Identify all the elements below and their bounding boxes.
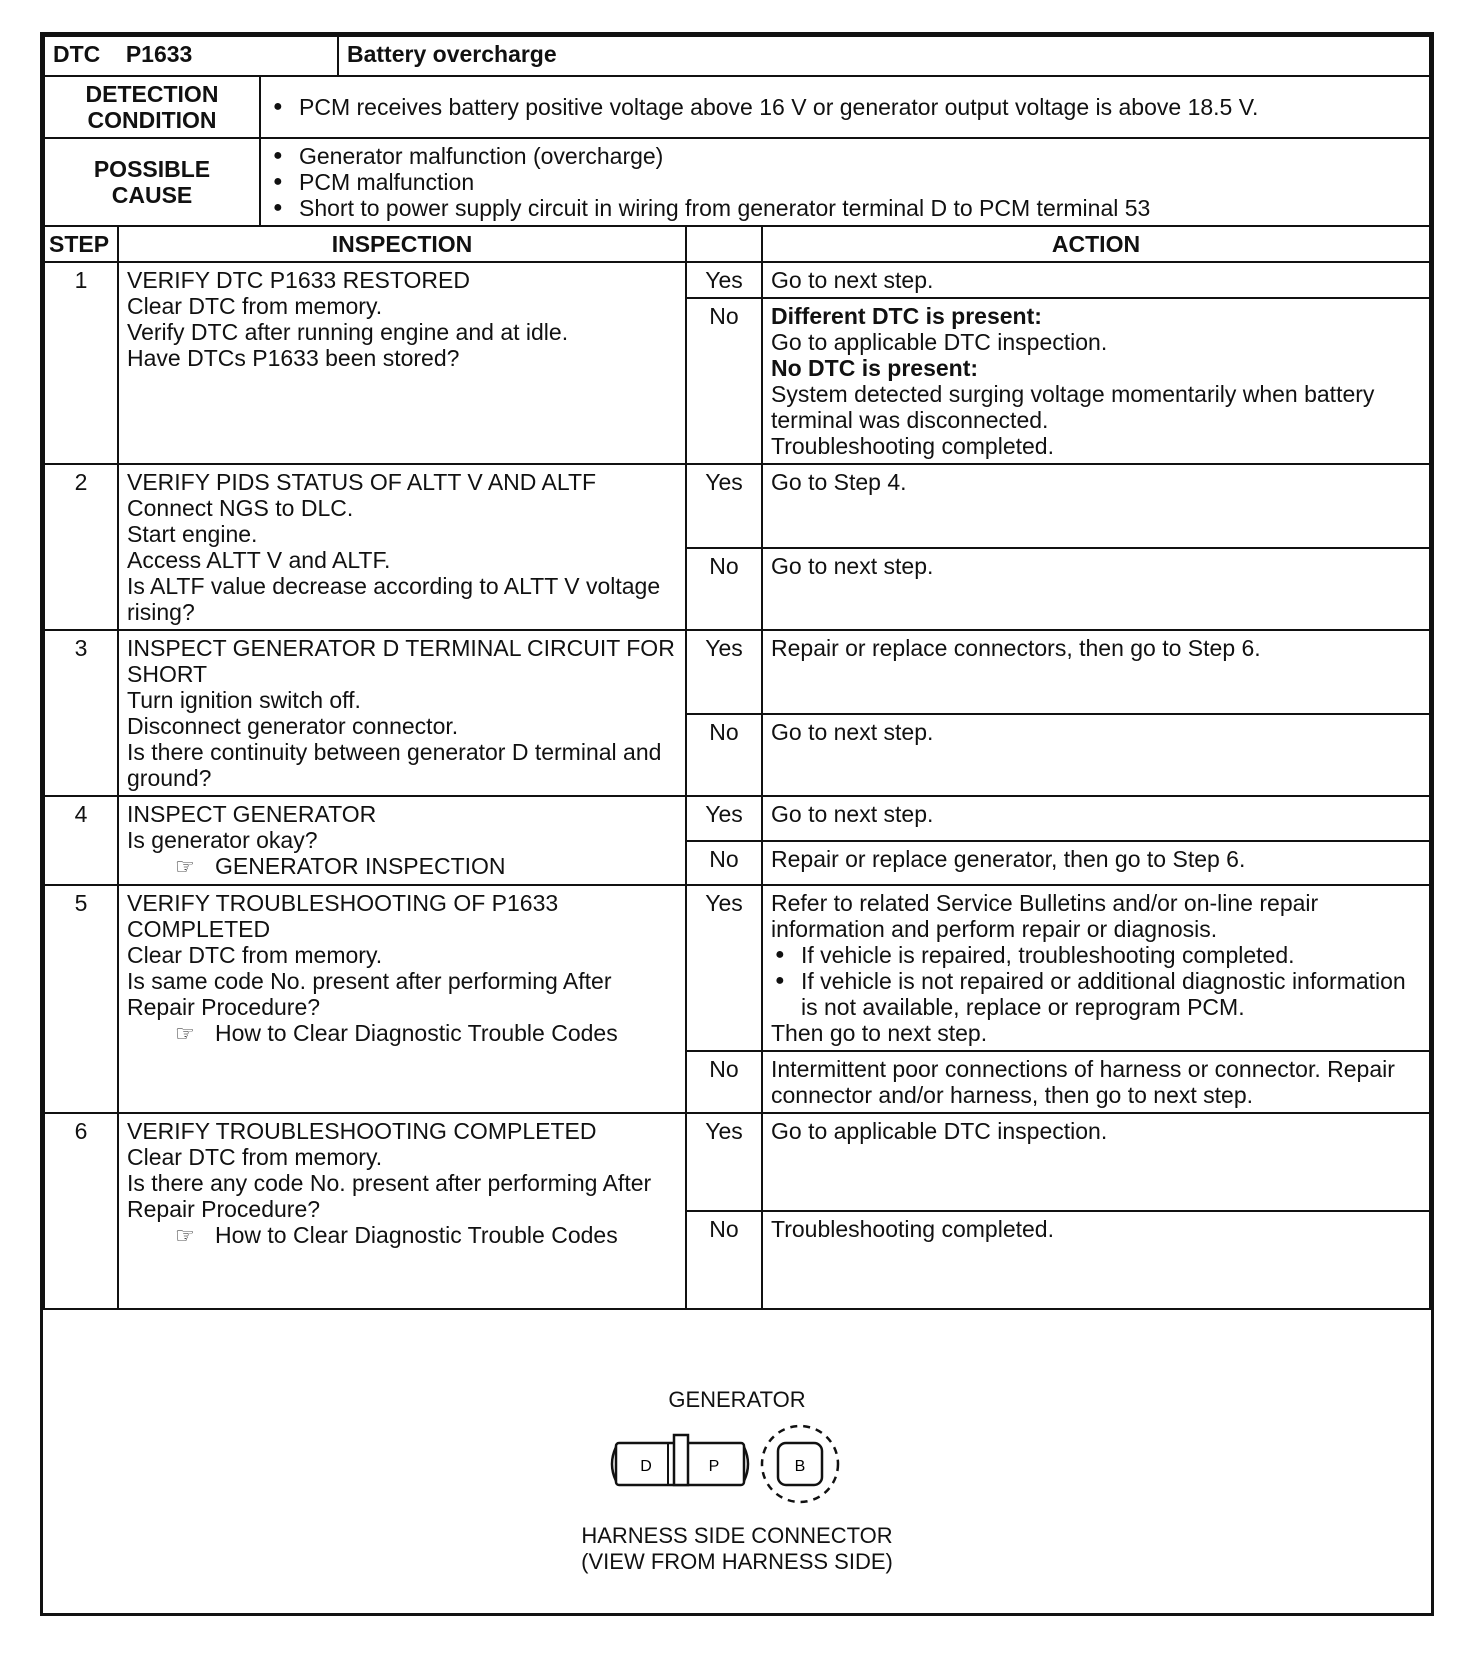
step-number: 6 <box>44 1113 118 1309</box>
dtc-code-cell <box>44 36 338 76</box>
action-bullet: ● If vehicle is repaired, troubleshooting completed. <box>771 942 1421 968</box>
action-heading: Different DTC is present: <box>771 303 1042 329</box>
action-yes <box>762 885 1430 1051</box>
answer-yes: Yes <box>686 262 762 298</box>
reference-link[interactable]: How to Clear Diagnostic Trouble Codes <box>215 1222 618 1248</box>
inspection-line: VERIFY DTC P1633 RESTORED <box>127 267 470 293</box>
detection-label: DETECTION CONDITION <box>44 76 260 138</box>
detection-row <box>44 76 1430 138</box>
terminal-p-label: P <box>708 1458 720 1475</box>
answer-no: No <box>686 548 762 630</box>
caption-line: (VIEW FROM HARNESS SIDE) <box>581 1549 893 1574</box>
inspection-line: INSPECT GENERATOR <box>127 801 377 827</box>
answer-no: No <box>686 841 762 886</box>
cause-item: ● Short to power supply circuit in wiring from generator terminal D to PCM terminal 53 <box>269 195 1421 221</box>
harness-connector-diagram <box>608 1423 868 1513</box>
action-no <box>762 298 1430 464</box>
answer-yes: Yes <box>686 1113 762 1211</box>
step-inspection <box>118 262 686 464</box>
dtc-label: DTC <box>53 41 101 67</box>
inspection-line: Disconnect generator connector. <box>127 713 459 739</box>
terminal-d-label: D <box>640 1458 652 1475</box>
step-inspection <box>118 630 686 796</box>
step-3-yes-row <box>44 630 1430 714</box>
cause-value <box>260 138 1430 226</box>
header-table <box>43 35 1431 77</box>
inspection-line: VERIFY TROUBLESHOOTING COMPLETED <box>127 1118 597 1144</box>
inspection-line: Is there continuity between generator D terminal and ground? <box>127 739 662 791</box>
cause-item: ● PCM malfunction <box>269 169 1421 195</box>
col-inspection: INSPECTION <box>118 226 686 262</box>
header-row <box>44 36 1430 76</box>
action-bullet: ● If vehicle is not repaired or additional diagnostic information is not available, replace or reprogram PCM. <box>771 968 1421 1020</box>
inspection-line: Clear DTC from memory. <box>127 942 383 968</box>
action-heading: No DTC is present: <box>771 355 979 381</box>
figure-title: GENERATOR <box>668 1387 806 1412</box>
action-yes: Go to next step. <box>762 262 1430 298</box>
inspection-line: Is generator okay? <box>127 827 318 853</box>
reference-line <box>127 1222 677 1249</box>
pointing-hand-icon: ☞ <box>175 854 195 879</box>
action-yes: Repair or replace connectors, then go to Step 6. <box>762 630 1430 714</box>
step-inspection <box>118 796 686 885</box>
step-number: 3 <box>44 630 118 796</box>
step-number: 1 <box>44 262 118 464</box>
inspection-line: INSPECT GENERATOR D TERMINAL CIRCUIT FOR SHORT <box>127 635 675 687</box>
step-inspection <box>118 885 686 1113</box>
reference-line <box>127 1020 677 1047</box>
col-step: STEP <box>44 226 118 262</box>
step-inspection <box>118 1113 686 1309</box>
action-no: Troubleshooting completed. <box>762 1211 1430 1309</box>
action-yes: Go to next step. <box>762 796 1430 841</box>
condition-table <box>43 75 1431 227</box>
connector-latch <box>674 1435 688 1485</box>
reference-line <box>127 853 677 880</box>
answer-yes: Yes <box>686 885 762 1051</box>
step-2-yes-row <box>44 464 1430 548</box>
inspection-line: Is same code No. present after performing After Repair Procedure? <box>127 968 612 1020</box>
answer-no: No <box>686 1211 762 1309</box>
connector-figure <box>43 1339 1431 1613</box>
step-1-yes-row <box>44 262 1430 298</box>
step-5-yes-row <box>44 885 1430 1051</box>
dtc-code: P1633 <box>125 41 193 67</box>
action-line: System detected surging voltage momentarily when battery terminal was disconnected. <box>771 381 1375 433</box>
inspection-line: Connect NGS to DLC. <box>127 495 354 521</box>
action-line: Troubleshooting completed. <box>771 433 1054 459</box>
action-yes: Go to Step 4. <box>762 464 1430 548</box>
action-line: Then go to next step. <box>771 1020 988 1046</box>
inspection-line: Have DTCs P1633 been stored? <box>127 345 460 371</box>
inspection-line: Start engine. <box>127 521 258 547</box>
cause-label: POSSIBLE CAUSE <box>44 138 260 226</box>
pointing-hand-icon: ☞ <box>175 1021 195 1046</box>
step-number: 2 <box>44 464 118 630</box>
inspection-line: Turn ignition switch off. <box>127 687 361 713</box>
inspection-line: Verify DTC after running engine and at idle. <box>127 319 569 345</box>
action-yes: Go to applicable DTC inspection. <box>762 1113 1430 1211</box>
inspection-line: Access ALTT V and ALTF. <box>127 547 391 573</box>
step-number: 4 <box>44 796 118 885</box>
column-header-row <box>44 226 1430 262</box>
answer-no: No <box>686 298 762 464</box>
inspection-line: Clear DTC from memory. <box>127 1144 383 1170</box>
inspection-line: VERIFY TROUBLESHOOTING OF P1633 COMPLETED <box>127 890 559 942</box>
action-no: Go to next step. <box>762 714 1430 796</box>
step-inspection <box>118 464 686 630</box>
detection-item: ● PCM receives battery positive voltage above 16 V or generator output voltage is above 18.5 V. <box>269 94 1421 120</box>
inspection-line: VERIFY PIDS STATUS OF ALTT V AND ALTF <box>127 469 597 495</box>
steps-table <box>43 225 1431 1310</box>
action-line: Refer to related Service Bulletins and/or on-line repair information and perform repair or diagnosis. <box>771 890 1319 942</box>
dtc-title: Battery overcharge <box>338 36 1430 76</box>
caption-line: HARNESS SIDE CONNECTOR <box>581 1523 893 1548</box>
answer-no: No <box>686 714 762 796</box>
step-4-yes-row <box>44 796 1430 841</box>
action-no: Repair or replace generator, then go to Step 6. <box>762 841 1430 886</box>
action-no: Intermittent poor connections of harness or connector. Repair connector and/or harness, then go to next step. <box>762 1051 1430 1113</box>
inspection-line: Is there any code No. present after performing After Repair Procedure? <box>127 1170 652 1222</box>
action-line: Go to applicable DTC inspection. <box>771 329 1108 355</box>
cause-item: ● Generator malfunction (overcharge) <box>269 143 1421 169</box>
step-6-yes-row <box>44 1113 1430 1211</box>
step-number: 5 <box>44 885 118 1113</box>
reference-link[interactable]: How to Clear Diagnostic Trouble Codes <box>215 1020 618 1046</box>
figure-caption <box>43 1523 1431 1575</box>
reference-link[interactable]: GENERATOR INSPECTION <box>215 853 506 879</box>
col-answer-spacer <box>686 226 762 262</box>
answer-no: No <box>686 1051 762 1113</box>
inspection-line: Is ALTF value decrease according to ALTT V voltage rising? <box>127 573 661 625</box>
inspection-line: Clear DTC from memory. <box>127 293 383 319</box>
pointing-hand-icon: ☞ <box>175 1223 195 1248</box>
cause-row <box>44 138 1430 226</box>
detection-value <box>260 76 1430 138</box>
terminal-b-label: B <box>794 1458 806 1475</box>
dtc-sheet <box>40 32 1434 1616</box>
answer-yes: Yes <box>686 464 762 548</box>
answer-yes: Yes <box>686 630 762 714</box>
action-no: Go to next step. <box>762 548 1430 630</box>
answer-yes: Yes <box>686 796 762 841</box>
col-action: ACTION <box>762 226 1430 262</box>
